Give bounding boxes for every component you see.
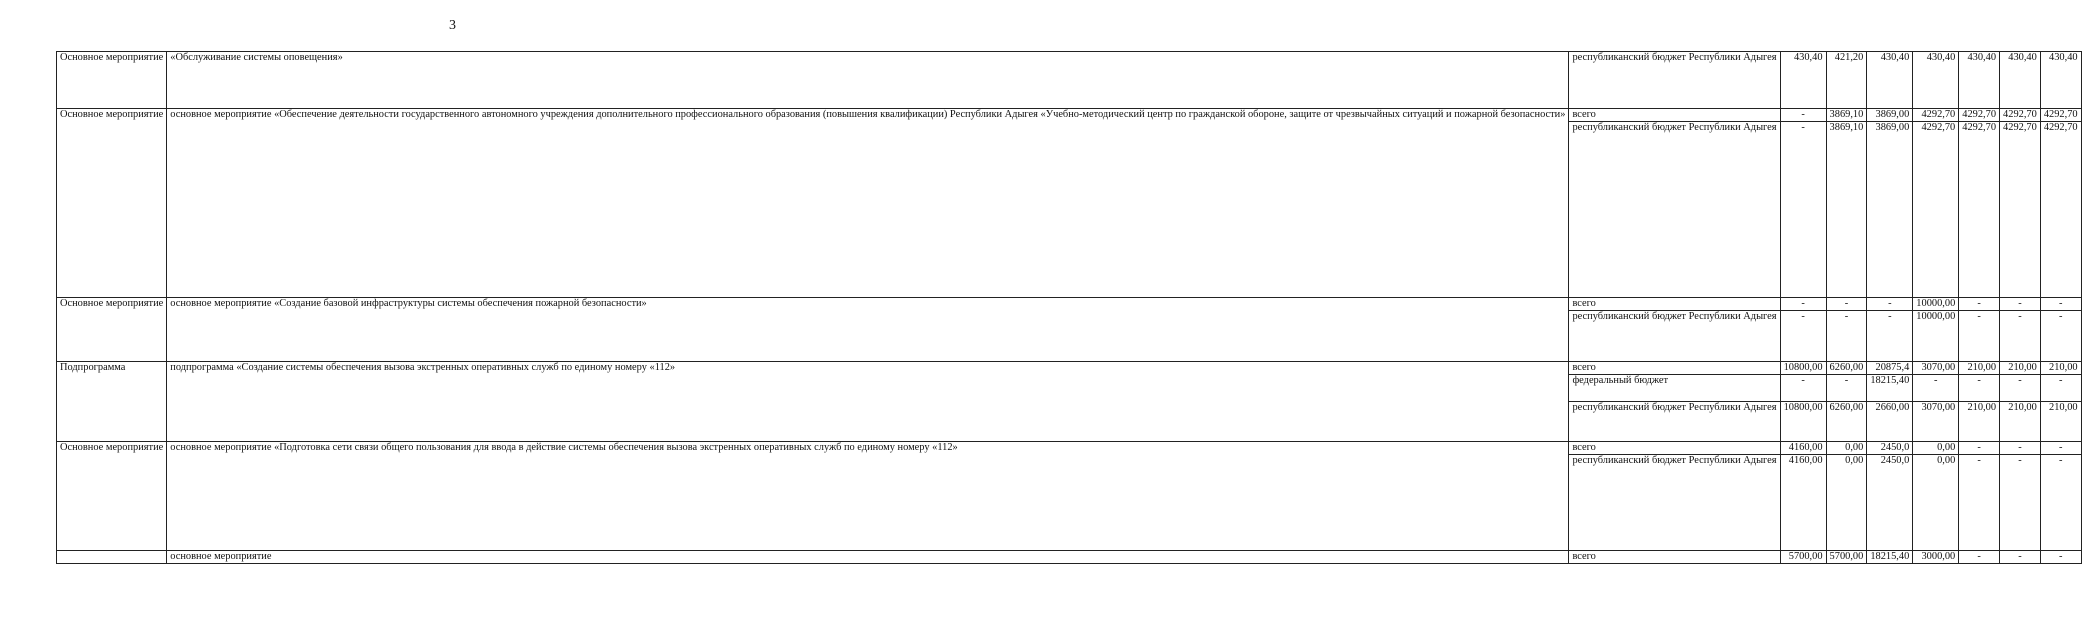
row-source-total: всего: [1569, 362, 1780, 375]
total-cell: 4292,70: [2040, 109, 2081, 122]
value-cell: 421,20: [1826, 52, 1867, 109]
value-cell: 4292,70: [2000, 122, 2041, 298]
total-cell: -: [2040, 298, 2081, 311]
value-cell: 430,40: [1867, 52, 1913, 109]
value-cell: 0,00: [1826, 455, 1867, 551]
federal-cell: 18215,40: [1867, 375, 1913, 402]
row-name: «Обслуживание системы оповещения»: [167, 52, 1569, 109]
total-cell: 3869,10: [1826, 109, 1867, 122]
total-cell: 210,00: [2040, 362, 2081, 375]
value-cell: 0,00: [1913, 455, 1959, 551]
row-source: республиканский бюджет Республики Адыгея: [1569, 311, 1780, 362]
row-source-total: всего: [1569, 442, 1780, 455]
row-source: республиканский бюджет Республики Адыгея: [1569, 52, 1780, 109]
total-cell: 4292,70: [2000, 109, 2041, 122]
value-cell: 2450,0: [1867, 455, 1913, 551]
value-cell: 430,40: [2000, 52, 2041, 109]
row-name: основное мероприятие «Обеспечение деятельности государственного автономного учреждения дополнительного профессионального образования (повышения квалификации) Республики Адыгея «Учебно-методический центр по гражданской обороне, защите от чрезвычайных ситуаций и пожарной безопасности»: [167, 109, 1569, 298]
table-row: [57, 109, 2082, 122]
value-cell: -: [2040, 455, 2081, 551]
budget-table: [56, 51, 2082, 564]
value-cell: -: [1780, 122, 1826, 298]
total-cell: 4292,70: [1913, 109, 1959, 122]
value-cell: 4160,00: [1780, 455, 1826, 551]
total-cell: -: [1780, 298, 1826, 311]
total-cell: 0,00: [1826, 442, 1867, 455]
total-cell: 210,00: [2000, 362, 2041, 375]
value-cell: -: [1826, 311, 1867, 362]
row-name: подпрограмма «Создание системы обеспечения вызова экстренных оперативных служб по единому номеру «112»: [167, 362, 1569, 442]
total-cell: 5700,00: [1826, 551, 1867, 564]
total-cell: -: [1959, 551, 2000, 564]
total-cell: -: [1959, 298, 2000, 311]
row-source-total: всего: [1569, 109, 1780, 122]
value-cell: 210,00: [2040, 402, 2081, 442]
total-cell: 2450,0: [1867, 442, 1913, 455]
value-cell: 4292,70: [1913, 122, 1959, 298]
row-source-federal: федеральный бюджет: [1569, 375, 1780, 402]
value-cell: 4292,70: [2040, 122, 2081, 298]
value-cell: 210,00: [2000, 402, 2041, 442]
total-cell: 4292,70: [1959, 109, 2000, 122]
total-cell: 20875,4: [1867, 362, 1913, 375]
total-cell: 5700,00: [1780, 551, 1826, 564]
total-cell: -: [1826, 298, 1867, 311]
federal-cell: -: [1780, 375, 1826, 402]
value-cell: -: [2000, 311, 2041, 362]
value-cell: 430,40: [1780, 52, 1826, 109]
total-cell: -: [2000, 442, 2041, 455]
value-cell: 210,00: [1959, 402, 2000, 442]
row-type: Основное мероприятие: [57, 442, 167, 551]
federal-cell: -: [1913, 375, 1959, 402]
total-cell: -: [2000, 551, 2041, 564]
row-type: Основное мероприятие: [57, 109, 167, 298]
value-cell: 6260,00: [1826, 402, 1867, 442]
total-cell: 10800,00: [1780, 362, 1826, 375]
table-row: [57, 442, 2082, 455]
table-row: [57, 362, 2082, 375]
value-cell: 3869,10: [1826, 122, 1867, 298]
total-cell: -: [1959, 442, 2000, 455]
value-cell: 4292,70: [1959, 122, 2000, 298]
value-cell: -: [1959, 311, 2000, 362]
value-cell: -: [2040, 311, 2081, 362]
total-cell: -: [1780, 109, 1826, 122]
page-number: 3: [449, 18, 456, 33]
total-cell: 3869,00: [1867, 109, 1913, 122]
row-type: [57, 551, 167, 564]
row-source-total: всего: [1569, 298, 1780, 311]
federal-cell: -: [1826, 375, 1867, 402]
value-cell: 430,40: [2040, 52, 2081, 109]
total-cell: -: [1867, 298, 1913, 311]
total-cell: 210,00: [1959, 362, 2000, 375]
table-row: [57, 52, 2082, 109]
value-cell: 430,40: [1959, 52, 2000, 109]
value-cell: -: [2000, 455, 2041, 551]
row-source: республиканский бюджет Республики Адыгея: [1569, 122, 1780, 298]
total-cell: 3000,00: [1913, 551, 1959, 564]
row-type: Основное мероприятие: [57, 52, 167, 109]
row-source: республиканский бюджет Республики Адыгея: [1569, 455, 1780, 551]
total-cell: 0,00: [1913, 442, 1959, 455]
value-cell: -: [1959, 455, 2000, 551]
row-type: Подпрограмма: [57, 362, 167, 442]
value-cell: 3869,00: [1867, 122, 1913, 298]
federal-cell: -: [2040, 375, 2081, 402]
table-row: [57, 551, 2082, 564]
row-source: республиканский бюджет Республики Адыгея: [1569, 402, 1780, 442]
value-cell: 10800,00: [1780, 402, 1826, 442]
value-cell: 3070,00: [1913, 402, 1959, 442]
row-name: основное мероприятие «Подготовка сети связи общего пользования для ввода в действие системы обеспечения вызова экстренных оперативных служб по единому номеру «112»: [167, 442, 1569, 551]
row-name: основное мероприятие «Создание базовой инфраструктуры системы обеспечения пожарной безопасности»: [167, 298, 1569, 362]
federal-cell: -: [2000, 375, 2041, 402]
total-cell: -: [2040, 442, 2081, 455]
row-type: Основное мероприятие: [57, 298, 167, 362]
federal-cell: -: [1959, 375, 2000, 402]
total-cell: -: [2000, 298, 2041, 311]
total-cell: 10000,00: [1913, 298, 1959, 311]
total-cell: 6260,00: [1826, 362, 1867, 375]
value-cell: 2660,00: [1867, 402, 1913, 442]
row-name: основное мероприятие: [167, 551, 1569, 564]
total-cell: -: [2040, 551, 2081, 564]
total-cell: 4160,00: [1780, 442, 1826, 455]
total-cell: 18215,40: [1867, 551, 1913, 564]
value-cell: 430,40: [1913, 52, 1959, 109]
total-cell: 3070,00: [1913, 362, 1959, 375]
value-cell: 10000,00: [1913, 311, 1959, 362]
row-source-total: всего: [1569, 551, 1780, 564]
table-row: [57, 298, 2082, 311]
value-cell: -: [1780, 311, 1826, 362]
value-cell: -: [1867, 311, 1913, 362]
